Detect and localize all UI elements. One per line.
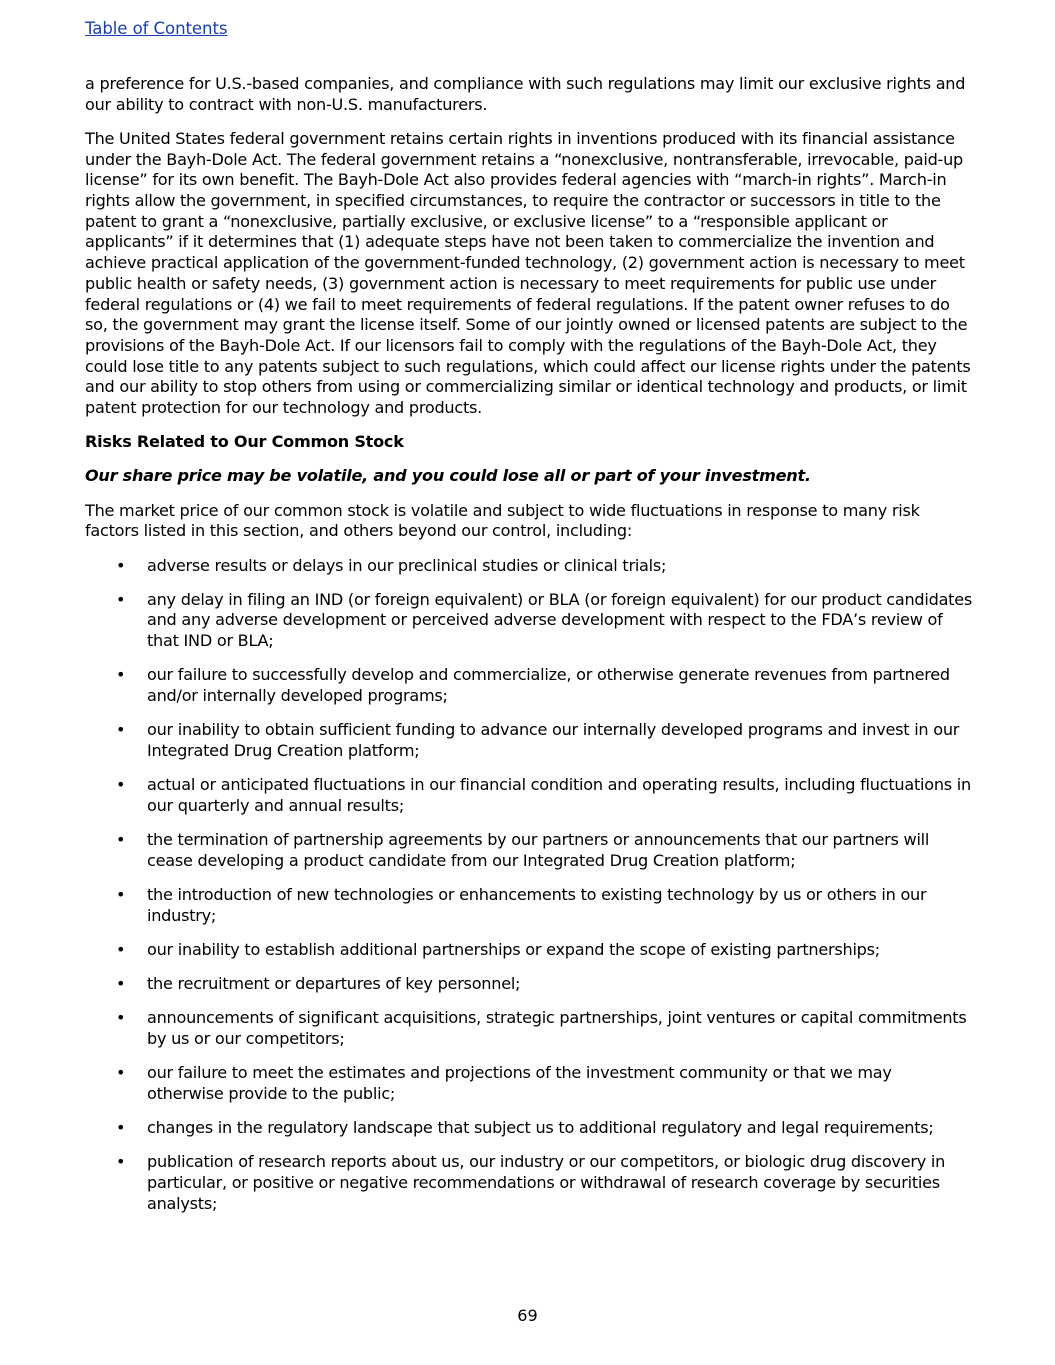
bullet-marker: • <box>116 589 126 609</box>
paragraph-regulations: a preference for U.S.-based companies, and compliance with such regulations may limit our exclusive rights and our ability to contract with non-U.S. manufacturers. <box>85 74 966 114</box>
list-item <box>85 590 973 652</box>
page-number: 69 <box>517 1306 538 1325</box>
risk-subheading: Our share price may be volatile, and you could lose all or part of your investment. <box>85 466 811 486</box>
list-item-text: the termination of partnership agreements by our partners or announcements that our partners will cease developing a product candidate from our Integrated Drug Creation platform; <box>147 830 930 870</box>
bullet-marker: • <box>116 1008 126 1028</box>
list-item-text: the introduction of new technologies or enhancements to existing technology by us or others in our industry; <box>147 885 927 925</box>
list-item <box>85 940 973 961</box>
risk-factor-list <box>85 556 973 1215</box>
bullet-marker: • <box>116 665 126 685</box>
list-item-text: our failure to meet the estimates and projections of the investment community or that we may otherwise provide to the public; <box>147 1063 892 1103</box>
list-item <box>85 775 973 816</box>
bullet-marker: • <box>116 775 126 795</box>
bullet-marker: • <box>116 885 126 904</box>
bullet-marker: • <box>116 555 126 575</box>
bullet-marker: • <box>116 1152 126 1172</box>
list-item-text: announcements of significant acquisitions, strategic partnerships, joint ventures or capital commitments by us or our competitors; <box>147 1008 967 1049</box>
list-item <box>85 556 973 577</box>
list-item-text: our failure to successfully develop and commercialize, or otherwise generate revenues from partnered and/or internally developed programs; <box>147 665 950 706</box>
list-item <box>85 1008 973 1049</box>
list-item <box>85 1118 973 1139</box>
bullet-marker: • <box>116 830 126 850</box>
document-body <box>85 74 973 1228</box>
list-item <box>85 885 973 926</box>
bullet-marker: • <box>116 720 126 740</box>
list-item <box>85 1063 973 1104</box>
list-item-text: publication of research reports about us, our industry or our competitors, or biologic drug discovery in particular, or positive or negative recommendations or withdrawal of research coverage by securities analysts; <box>147 1152 946 1213</box>
table-of-contents-link[interactable]: Table of Contents <box>85 19 228 38</box>
list-item-text: the recruitment or departures of key personnel; <box>147 974 521 994</box>
list-item-text: actual or anticipated fluctuations in our financial condition and operating results, including fluctuations in our quarterly and annual results; <box>147 775 971 815</box>
list-item-text: any delay in filing an IND (or foreign equivalent) or BLA (or foreign equivalent) for our product candidates and any adverse development or perceived adverse development with respect to the FDA’s review of that IND or BLA; <box>147 589 973 651</box>
list-item <box>85 720 973 761</box>
list-item <box>85 665 973 706</box>
bullet-marker: • <box>116 939 126 959</box>
list-item-text: our inability to establish additional partnerships or expand the scope of existing partnerships; <box>147 939 880 959</box>
bullet-marker: • <box>116 974 126 994</box>
list-item-text: changes in the regulatory landscape that subject us to additional regulatory and legal requirements; <box>147 1118 934 1138</box>
section-heading: Risks Related to Our Common Stock <box>85 432 404 452</box>
list-item <box>85 1152 973 1214</box>
list-item <box>85 974 973 995</box>
paragraph-market-price: The market price of our common stock is volatile and subject to wide fluctuations in response to many risk factors listed in this section, and others beyond our control, including: <box>85 500 920 541</box>
bullet-marker: • <box>116 1118 126 1138</box>
list-item <box>85 830 973 871</box>
paragraph-bayh-dole: The United States federal government retains certain rights in inventions produced with its financial assistance under the Bayh-Dole Act. The federal government retains a “nonexclusive, nontransferable, irrevocable, paid-up license” for its own benefit. The Bayh-Dole Act also provides federal agencies with “march-in rights”. March-in rights allow the government, in specified circumstances, to require the contractor or successors in title to the patent to grant a “nonexclusive, partially exclusive, or exclusive license” to a “responsible applicant or applicants” if it determines that (1) adequate steps have not been taken to commercialize the invention and achieve practical application of the government-funded technology, (2) government action is necessary to meet public health or safety needs, (3) government action is necessary to meet requirements for public use under federal regulations or (4) we fail to meet requirements of federal regulations. If the patent owner refuses to do so, the government may grant the license itself. Some of our jointly owned or licensed patents are subject to the provisions of the Bayh-Dole Act. If our licensors fail to comply with the regulations of the Bayh-Dole Act, they could lose title to any patents subject to such regulations, which could affect our license rights under the patents and our ability to stop others from using or commercializing similar or identical technology and products, or limit patent protection for our technology and products. <box>85 128 971 418</box>
list-item-text: our inability to obtain sufficient funding to advance our internally developed programs and invest in our Integrated Drug Creation platform; <box>147 720 960 760</box>
bullet-marker: • <box>116 1063 126 1083</box>
list-item-text: adverse results or delays in our preclinical studies or clinical trials; <box>147 555 667 575</box>
